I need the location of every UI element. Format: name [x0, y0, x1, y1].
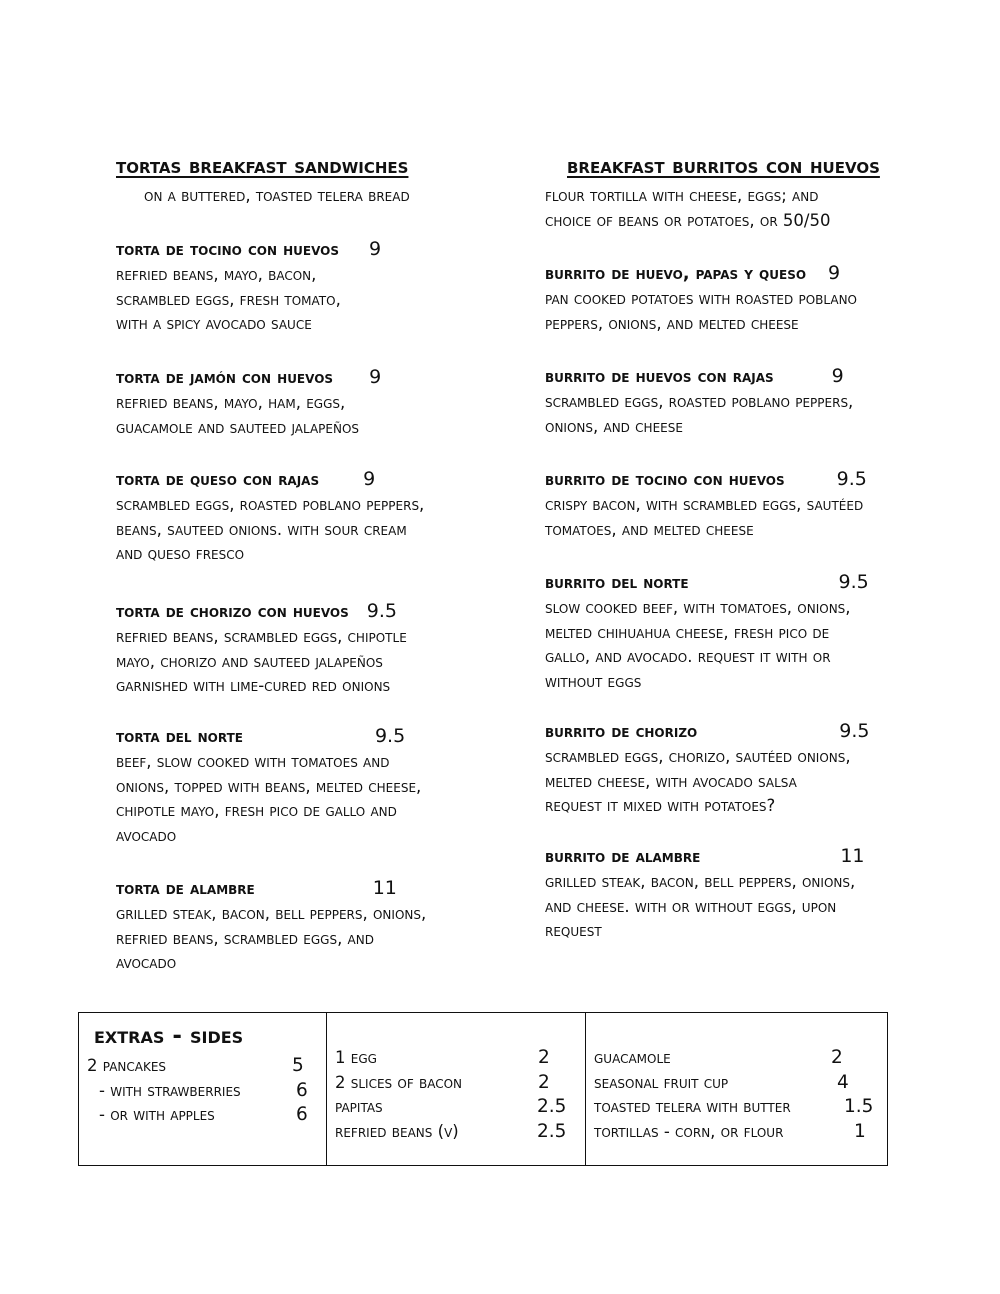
- extras-label: 2 slices of bacon: [335, 1072, 463, 1092]
- extras-label: - with strawberries: [99, 1080, 241, 1100]
- extras-price: 2: [538, 1047, 550, 1068]
- item-desc-line: request it mixed with potatoes?: [545, 796, 776, 815]
- item-name: torta de alambre: [116, 879, 255, 899]
- extras-price: 2: [831, 1047, 843, 1068]
- item-price: 9: [369, 366, 382, 388]
- menu-item: [545, 363, 965, 439]
- item-desc-line: grilled steak, bacon, bell peppers, onions,: [545, 872, 856, 891]
- extras-price: 6: [296, 1079, 308, 1101]
- item-price: 9.5: [839, 720, 870, 742]
- extras-price: 1: [854, 1120, 866, 1142]
- extras-label: toasted telera with butter: [594, 1097, 791, 1117]
- extras-label: 2 pancakes: [87, 1056, 167, 1075]
- extras-label: tortillas - corn, or flour: [594, 1121, 784, 1141]
- extras-list: [586, 1046, 887, 1144]
- extras-row: [327, 1120, 585, 1145]
- item-name: burrito de chorizo: [545, 722, 698, 742]
- extras-box: [78, 1012, 888, 1166]
- item-desc-line: tomatoes, and melted cheese: [545, 519, 754, 539]
- item-desc-line: scrambled eggs, roasted poblano peppers,: [116, 495, 425, 514]
- item-desc-line: refried beans, scrambled eggs, chipotle: [116, 627, 407, 646]
- item-desc-line: request: [545, 921, 602, 940]
- burritos-title: breakfast burritos con huevos: [567, 154, 880, 179]
- burritos-section: [545, 150, 945, 940]
- item-desc-line: guacamole and sauteed jalapeños: [116, 417, 360, 437]
- extras-price: 2: [538, 1071, 550, 1093]
- tortas-title: tortas breakfast sandwiches: [116, 154, 409, 179]
- item-name: torta del norte: [116, 727, 243, 747]
- menu-item: [116, 364, 536, 440]
- extras-label: papitas: [335, 1097, 383, 1117]
- item-desc-line: beef, slow cooked with tomatoes and: [116, 752, 390, 771]
- menu-item: [116, 598, 536, 699]
- burritos-subtitle-line: choice of beans or potatoes, or 50/50: [545, 210, 831, 230]
- extras-title: extras - sides: [94, 1023, 244, 1049]
- extras-column-2: [326, 1013, 585, 1165]
- item-price: 11: [372, 877, 397, 899]
- item-desc-line: avocado: [116, 825, 177, 845]
- extras-column-3: [585, 1013, 887, 1165]
- item-price: 9.5: [366, 600, 397, 622]
- item-desc-line: scrambled eggs, roasted poblano peppers,: [545, 392, 854, 411]
- item-desc-line: refried beans, mayo, bacon,: [116, 265, 317, 284]
- item-desc-line: with a spicy avocado sauce: [116, 314, 312, 333]
- item-desc-line: scrambled eggs, fresh tomato,: [116, 289, 341, 309]
- menu-item: [116, 875, 536, 976]
- extras-label: refried beans (v): [335, 1121, 459, 1141]
- extras-row: [327, 1071, 585, 1096]
- extras-row: [586, 1046, 887, 1071]
- item-price: 9: [369, 238, 382, 260]
- item-desc-line: melted chihuahua cheese, fresh pico de: [545, 622, 830, 642]
- item-name: torta de chorizo con huevos: [116, 602, 349, 622]
- item-name: burrito de huevo, papas y queso: [545, 264, 807, 284]
- menu-item: [545, 466, 965, 542]
- menu-item: [545, 718, 965, 819]
- item-desc-line: pan cooked potatoes with roasted poblano: [545, 289, 857, 308]
- item-desc-line: without eggs: [545, 671, 642, 691]
- extras-price: 1.5: [844, 1096, 874, 1118]
- item-desc-line: slow cooked beef, with tomatoes, onions,: [545, 598, 851, 617]
- item-desc-line: peppers, onions, and melted cheese: [545, 313, 799, 333]
- extras-price: 2.5: [537, 1096, 567, 1118]
- item-desc-line: onions, topped with beans, melted cheese,: [116, 776, 422, 796]
- item-price: 9.5: [836, 468, 867, 490]
- extras-price: 6: [296, 1104, 308, 1126]
- menu-item: [116, 723, 536, 848]
- menu-item: [545, 843, 965, 944]
- extras-price: 2.5: [537, 1120, 567, 1142]
- menu-item: [116, 236, 536, 337]
- extras-label: guacamole: [594, 1048, 671, 1067]
- item-price: 9: [828, 262, 841, 284]
- item-desc-line: and queso fresco: [116, 544, 245, 563]
- item-price: 9.5: [838, 571, 869, 593]
- item-price: 11: [840, 845, 865, 867]
- item-price: 9: [831, 365, 844, 387]
- item-desc-line: gallo, and avocado. request it with or: [545, 647, 831, 666]
- extras-row: [327, 1046, 585, 1071]
- item-name: torta de tocino con huevos: [116, 240, 340, 260]
- item-desc-line: onions, and cheese: [545, 416, 683, 436]
- item-name: burrito de alambre: [545, 847, 701, 867]
- extras-row: [79, 1079, 326, 1104]
- extras-label: seasonal fruit cup: [594, 1072, 729, 1092]
- item-desc-line: scrambled eggs, chorizo, sautéed onions,: [545, 747, 851, 766]
- item-desc-line: crispy bacon, with scrambled eggs, sautéed: [545, 495, 864, 514]
- item-desc-line: chipotle mayo, fresh pico de gallo and: [116, 801, 397, 820]
- item-name: burrito de huevos con rajas: [545, 367, 774, 387]
- item-name: burrito del norte: [545, 573, 689, 593]
- item-desc-line: melted cheese, with avocado salsa: [545, 771, 797, 791]
- menu-item: [116, 466, 536, 567]
- tortas-subtitle: on a buttered, toasted telera bread: [144, 186, 410, 205]
- tortas-section: [116, 150, 516, 972]
- extras-label: 1 egg: [335, 1048, 377, 1067]
- extras-price: 4: [837, 1071, 849, 1093]
- item-desc-line: mayo, chorizo and sauteed jalapeños: [116, 651, 383, 671]
- extras-row: [586, 1071, 887, 1096]
- extras-row: [586, 1095, 887, 1120]
- item-name: torta de queso con rajas: [116, 470, 320, 490]
- menu-item: [545, 569, 965, 694]
- menu-item: [545, 260, 965, 336]
- item-desc-line: grilled steak, bacon, bell peppers, onions,: [116, 904, 427, 923]
- extras-row: [586, 1120, 887, 1145]
- item-desc-line: refried beans, scrambled eggs, and: [116, 928, 374, 948]
- extras-list: [79, 1054, 326, 1128]
- extras-column-1: [79, 1013, 326, 1165]
- item-desc-line: and cheese. with or without eggs, upon: [545, 896, 837, 916]
- extras-row: [327, 1095, 585, 1120]
- extras-row: [79, 1054, 326, 1079]
- item-desc-line: refried beans, mayo, ham, eggs,: [116, 393, 346, 412]
- item-desc-line: avocado: [116, 953, 177, 972]
- item-price: 9: [363, 468, 376, 490]
- extras-price: 5: [292, 1055, 304, 1076]
- item-name: torta de jamón con huevos: [116, 368, 334, 388]
- extras-label: - or with apples: [99, 1105, 215, 1125]
- item-name: burrito de tocino con huevos: [545, 470, 785, 490]
- item-desc-line: beans, sauteed onions. with sour cream: [116, 519, 407, 539]
- extras-row: [79, 1103, 326, 1128]
- burritos-subtitle-line: flour tortilla with cheese, eggs; and: [545, 186, 819, 205]
- item-desc-line: garnished with lime-cured red onions: [116, 676, 391, 695]
- extras-list: [327, 1046, 585, 1144]
- item-price: 9.5: [374, 725, 406, 747]
